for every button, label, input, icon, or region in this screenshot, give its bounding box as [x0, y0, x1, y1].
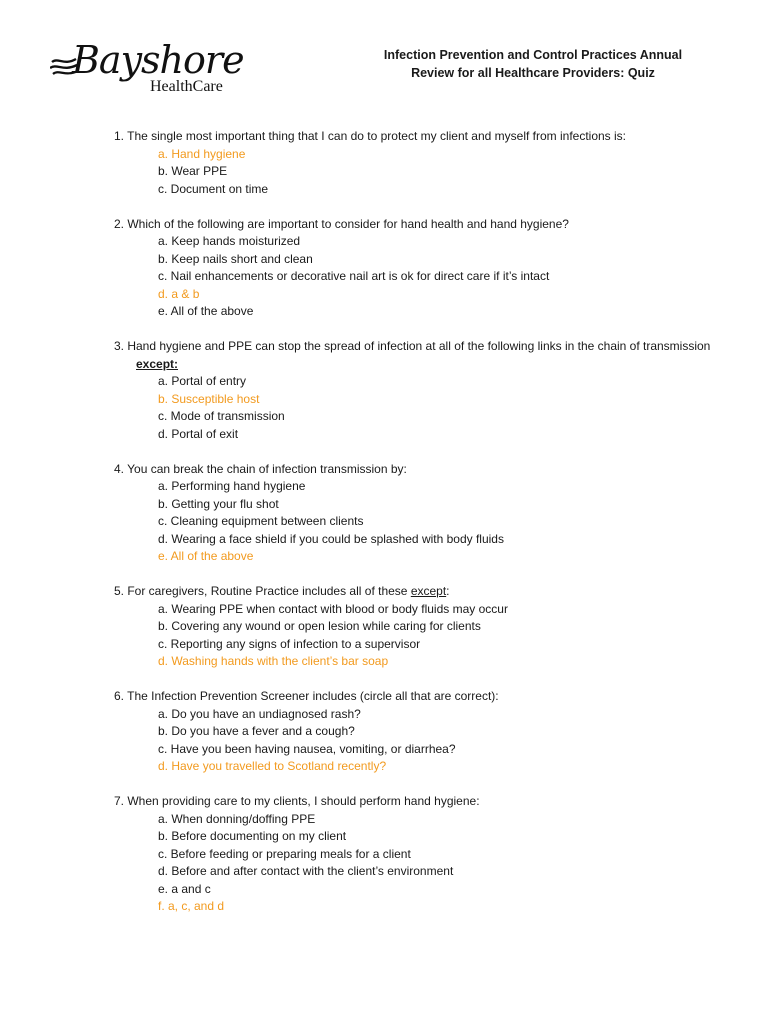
option: b. Before documenting on my client [158, 829, 347, 843]
option-correct: d. a & b [158, 286, 200, 301]
bayshore-logo [50, 38, 244, 100]
option: e. All of the above [158, 304, 254, 318]
option: a. Portal of entry [158, 374, 247, 388]
option-correct: f. a, c, and d [158, 899, 225, 913]
option: d. Wearing a face shield if you could be splashed with body fluids [158, 531, 504, 546]
option: c. Nail enhancements or decorative nail art is ok for direct care if it’s intact [158, 269, 550, 283]
question-text: 1. The single most important thing that I can do to protect my client and myself from infections is: [114, 129, 627, 143]
option: a. Keep hands moisturized [158, 234, 301, 248]
question-5 [114, 583, 734, 671]
option-correct: e. All of the above [158, 549, 254, 563]
question-text-main: 3. Hand hygiene and PPE can stop the spread of infection at all of the following links in the chain of transmission [114, 339, 711, 353]
question-4 [114, 461, 734, 566]
option: e. a and c [158, 881, 211, 896]
question-3 [114, 338, 734, 443]
question-text-main: 5. For caregivers, Routine Practice includes all of these [114, 584, 411, 598]
option: b. Keep nails short and clean [158, 251, 313, 266]
question-6 [114, 688, 734, 776]
option: a. Do you have an undiagnosed rash? [158, 706, 361, 721]
option: c. Before feeding or preparing meals for a client [158, 846, 411, 861]
option-correct: a. Hand hygiene [158, 146, 246, 161]
option: c. Mode of transmission [158, 409, 285, 423]
option: d. Portal of exit [158, 426, 239, 441]
option-list [114, 601, 734, 671]
option: c. Cleaning equipment between clients [158, 514, 364, 528]
question-text [114, 338, 734, 373]
option: b. Do you have a fever and a cough? [158, 724, 355, 738]
option-list [114, 706, 734, 776]
option: a. Wearing PPE when contact with blood or body fluids may occur [158, 601, 508, 616]
question-2 [114, 216, 734, 321]
question-text: 4. You can break the chain of infection transmission by: [114, 461, 407, 476]
option-correct: d. Have you travelled to Scotland recently? [158, 759, 387, 773]
option-list [114, 233, 734, 321]
question-7 [114, 793, 734, 916]
option-correct: b. Susceptible host [158, 391, 260, 406]
option: c. Have you been having nausea, vomiting, or diarrhea? [158, 741, 456, 756]
logo-brand-text: Bayshore [72, 38, 244, 82]
title-line-2: Review for all Healthcare Providers: Quiz [411, 66, 655, 80]
question-emphasis: except [410, 584, 447, 598]
option-list [114, 146, 734, 199]
option: d. Before and after contact with the client’s environment [158, 864, 454, 878]
question-emphasis: except: [136, 356, 179, 371]
option-correct: d. Washing hands with the client’s bar soap [158, 654, 389, 668]
title-line-1: Infection Prevention and Control Practices Annual [383, 48, 683, 62]
document-title [348, 46, 718, 82]
question-text [114, 583, 734, 601]
option: c. Reporting any signs of infection to a supervisor [158, 636, 421, 651]
option: a. When donning/doffing PPE [158, 811, 316, 826]
option: b. Wear PPE [158, 164, 228, 178]
option-list [114, 478, 734, 566]
option: b. Getting your flu shot [158, 496, 279, 511]
option-list [114, 373, 734, 443]
quiz-body [114, 128, 734, 933]
question-1 [114, 128, 734, 198]
option: c. Document on time [158, 181, 269, 196]
question-text-end: : [446, 584, 450, 598]
question-text: 6. The Infection Prevention Screener includes (circle all that are correct): [114, 689, 499, 703]
option-list [114, 811, 734, 916]
logo-sub-text: HealthCare [150, 78, 223, 95]
question-text: 2. Which of the following are important to consider for hand health and hand hygiene? [114, 216, 569, 231]
question-text: 7. When providing care to my clients, I should perform hand hygiene: [114, 794, 480, 808]
option: b. Covering any wound or open lesion while caring for clients [158, 619, 481, 633]
option: a. Performing hand hygiene [158, 479, 306, 493]
